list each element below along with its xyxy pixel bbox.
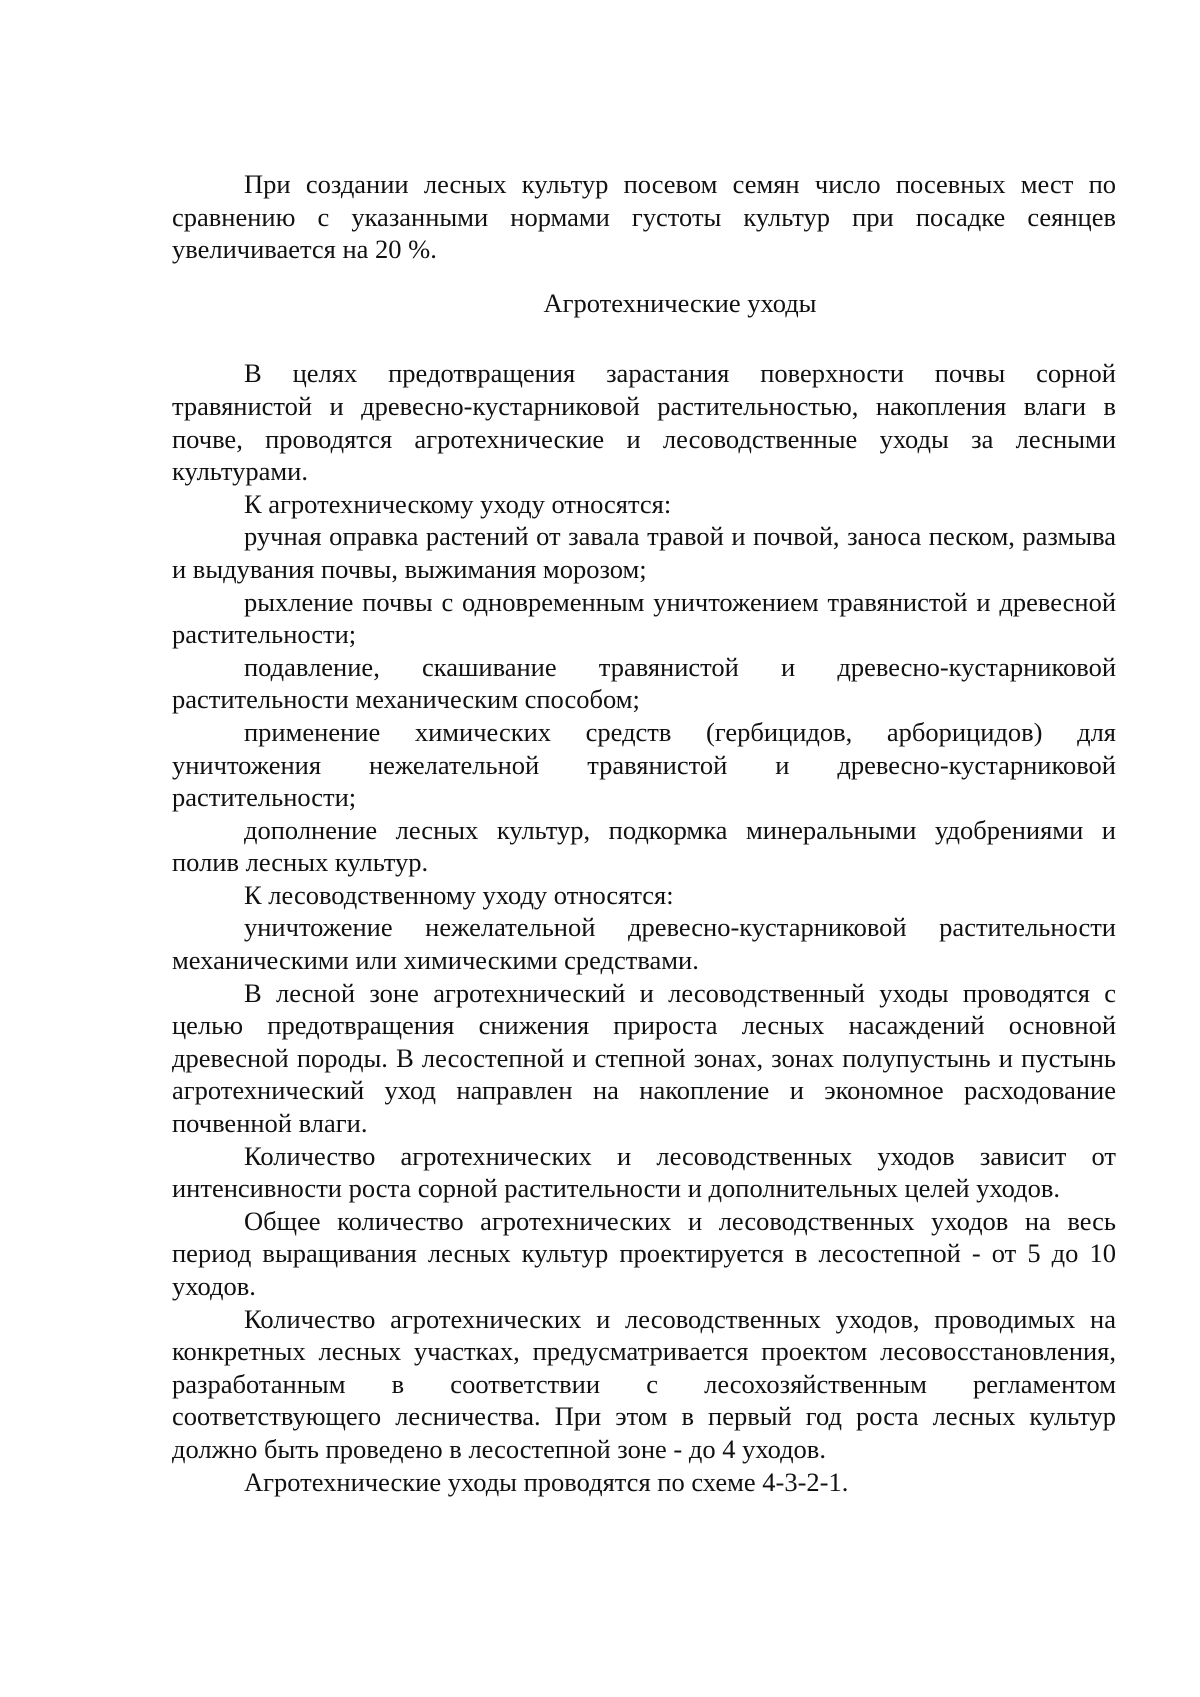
paragraph-6: применение химических средств (гербицидов, арборицидов) для уничтожения нежелательной травянистой и древесно-кустарниковой растительности; (172, 716, 1116, 813)
paragraph-5: подавление, скашивание травянистой и древесно-кустарниковой растительности механическим способом; (172, 651, 1116, 715)
section-heading: Агротехнические уходы (543, 287, 817, 318)
paragraph-8: К лесоводственному уходу относятся: (244, 879, 674, 910)
paragraph-10: В лесной зоне агротехнический и лесоводственный уходы проводятся с целью предотвращения снижения прироста лесных насаждений основной древесной породы. В лесостепной и степной зонах, зонах полупустынь и пустынь агротехнический уход направлен на накопление и экономное расходование почвенной влаги. (172, 977, 1116, 1139)
paragraph-12: Общее количество агротехнических и лесоводственных уходов на весь период выращивания лесных культур проектируется в лесостепной - от 5 до 10 уходов. (172, 1205, 1116, 1301)
paragraph-2: К агротехническому уходу относятся: (244, 488, 672, 519)
paragraph-3: ручная оправка растений от завала травой и почвой, заноса песком, размыва и выдувания почвы, выжимания морозом; (172, 521, 1116, 584)
paragraph-7: дополнение лесных культур, подкормка минеральными удобрениями и полив лесных культур. (172, 814, 1116, 878)
paragraph-14: Агротехнические уходы проводятся по схеме 4-3-2-1. (244, 1466, 849, 1497)
intro-paragraph: При создании лесных культур посевом семян число посевных мест по сравнению с указанными нормами густоты культур при посадке сеянцев увеличивается на 20 %. (172, 169, 1116, 265)
paragraph-9: уничтожение нежелательной древесно-кустарниковой растительности механическими или химическими средствами. (172, 912, 1116, 976)
paragraph-11: Количество агротехнических и лесоводственных уходов зависит от интенсивности роста сорной растительности и дополнительных целей уходов. (172, 1140, 1116, 1204)
document-page (172, 168, 1116, 1498)
paragraph-4: рыхление почвы с одновременным уничтожением травянистой и древесной растительности; (172, 586, 1116, 650)
paragraph-1: В целях предотвращения зарастания поверхности почвы сорной травянистой и древесно-кустарниковой растительностью, накопления влаги в почве, проводятся агротехнические и лесоводственные уходы за лесными культурами. (172, 358, 1116, 487)
paragraph-13: Количество агротехнических и лесоводственных уходов, проводимых на конкретных лесных участках, предусматривается проектом лесовосстановления, разработанным в соответствии с лесохозяйственным регламентом соответствующего лесничества. При этом в первый год роста лесных культур должно быть проведено в лесостепной зоне - до 4 уходов. (172, 1303, 1116, 1464)
